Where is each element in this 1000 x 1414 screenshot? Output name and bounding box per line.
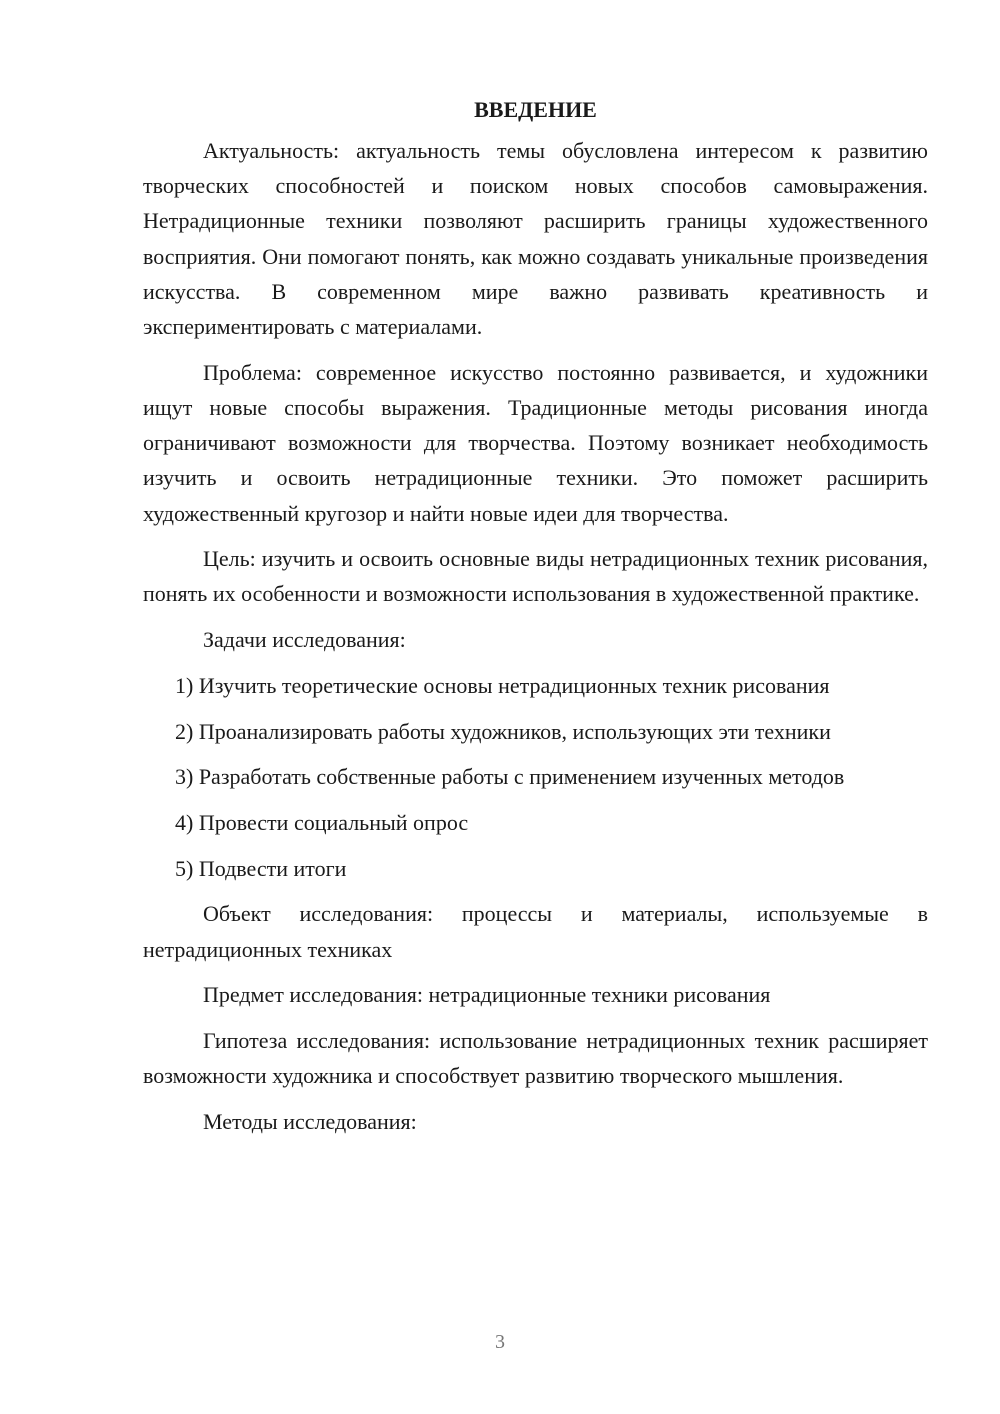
task-item-2: 2) Проанализировать работы художников, использующих эти техники xyxy=(175,718,831,744)
page-number: 3 xyxy=(495,1331,505,1353)
paragraph-relevance: Актуальность: актуальность темы обусловлена интересом к развитию творческих способностей и поиском новых способов самовыражения. Нетрадиционные техники позволяют расширить границы художественного восприятия. Они помогают понять, как можно создавать уникальные произведения искусства. В современном мире важно развивать креативность и экспериментировать с материалами. xyxy=(143,138,928,340)
task-item-4: 4) Провести социальный опрос xyxy=(175,809,469,835)
task-item-3: 3) Разработать собственные работы с применением изученных методов xyxy=(175,764,845,790)
paragraph-object: Объект исследования: процессы и материалы, используемые в нетрадиционных техниках xyxy=(143,901,928,962)
paragraph-problem: Проблема: современное искусство постоянно развивается, и художники ищут новые способы выражения. Традиционные методы рисования иногда ограничивают возможности для творчества. Поэтому возникает необходимость изучить и освоить нетрадиционные техники. Это поможет расширить художественный кругозор и найти новые идеи для творчества. xyxy=(143,359,928,526)
paragraph-subject: Предмет исследования: нетрадиционные техники рисования xyxy=(203,982,771,1008)
paragraph-goal: Цель: изучить и освоить основные виды нетрадиционных техник рисования, понять их особенности и возможности использования в художественной практике. xyxy=(143,546,928,607)
paragraph-tasks-heading: Задачи исследования: xyxy=(203,627,406,653)
section-title: ВВЕДЕНИЕ xyxy=(474,97,597,122)
task-item-5: 5) Подвести итоги xyxy=(175,855,347,881)
page-content xyxy=(143,92,928,1150)
task-item-1: 1) Изучить теоретические основы нетрадиционных техник рисования xyxy=(175,672,830,698)
paragraph-hypothesis: Гипотеза исследования: использование нетрадиционных техник расширяет возможности художника и способствует развитию творческого мышления. xyxy=(143,1027,928,1089)
paragraph-methods-heading: Методы исследования: xyxy=(203,1108,417,1134)
